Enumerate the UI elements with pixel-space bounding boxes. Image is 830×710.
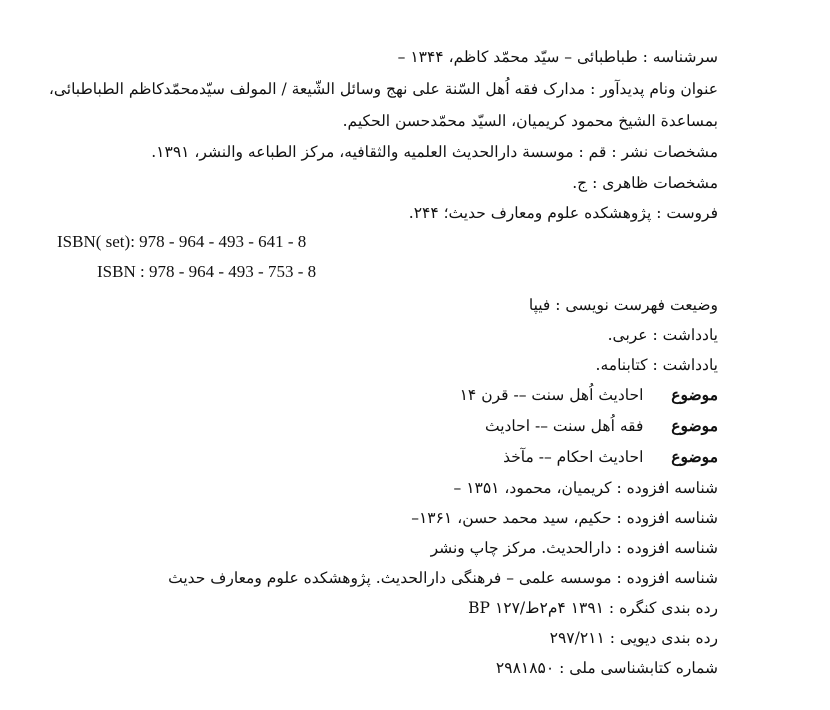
physical-description-entry: مشخصات ظاهری : ج. [572,174,718,192]
title-entry-line-1: عنوان ونام پدیدآور : مدارک فقه اُهل السّنة علی نهج وسائل الشّیعة / المولف سیّدمحمّدکاظم الطباطبائی، [48,80,718,98]
subject-value: فقه اُهل سنت –- احادیث [484,417,644,435]
title-entry-line-2: بمساعدة الشیخ محمود کریمیان، السیّد محمّدحسن الحکیم. [342,112,718,130]
subject-entry-2 [485,416,718,436]
isbn-entry: ISBN : 978 - 964 - 493 - 753 - 8 [97,262,317,281]
added-entry-3: شناسه افزوده : دارالحدیث. مرکز چاپ ونشر [430,539,718,557]
lc-classification-entry: رده بندی کنگره : ۱۳۹۱ ۴م۲ط/۱۲۷ BP [468,599,718,617]
subject-label: موضوع [671,416,718,435]
note-entry-language: یادداشت : عربی. [607,326,718,344]
series-entry: فروست : پژوهشکده علوم ومعارف حدیث؛ ۲۴۴. [408,204,718,222]
subject-entry-1 [460,385,718,405]
author-entry: سرشناسه : طباطبائی – سیّد محمّد کاظم، ۱۳۴۴ – [397,48,718,66]
subject-label: موضوع [671,447,718,466]
subject-value: احادیث احکام –- مآخذ [503,448,644,466]
added-entry-4: شناسه افزوده : موسسه علمی – فرهنگی دارالحدیث. پژوهشکده علوم ومعارف حدیث [168,569,718,587]
dewey-classification-entry: رده بندی دیویی : ۲۹۷/۲۱۱ [549,629,718,647]
cataloging-status-entry: وضیعت فهرست نویسی : فیپا [528,296,718,314]
added-entry-2: شناسه افزوده : حکیم، سید محمد حسن، ۱۳۶۱– [411,509,718,527]
national-bibliography-number-entry: شماره کتابشناسی ملی : ۲۹۸۱۸۵۰ [495,659,718,677]
note-entry-bibliography: یادداشت : کتابنامه. [595,356,718,374]
added-entry-1: شناسه افزوده : کریمیان، محمود، ۱۳۵۱ – [453,479,718,497]
subject-entry-3 [503,447,718,467]
subject-label: موضوع [671,385,718,404]
subject-value: احادیث اُهل سنت –- قرن ۱۴ [459,386,644,404]
isbn-set-entry: ISBN( set): 978 - 964 - 493 - 641 - 8 [57,232,307,251]
publication-entry: مشخصات نشر : قم : موسسة دارالحدیث العلمیه والثقافیه، مرکز الطباعه والنشر، ۱۳۹۱. [151,143,718,161]
